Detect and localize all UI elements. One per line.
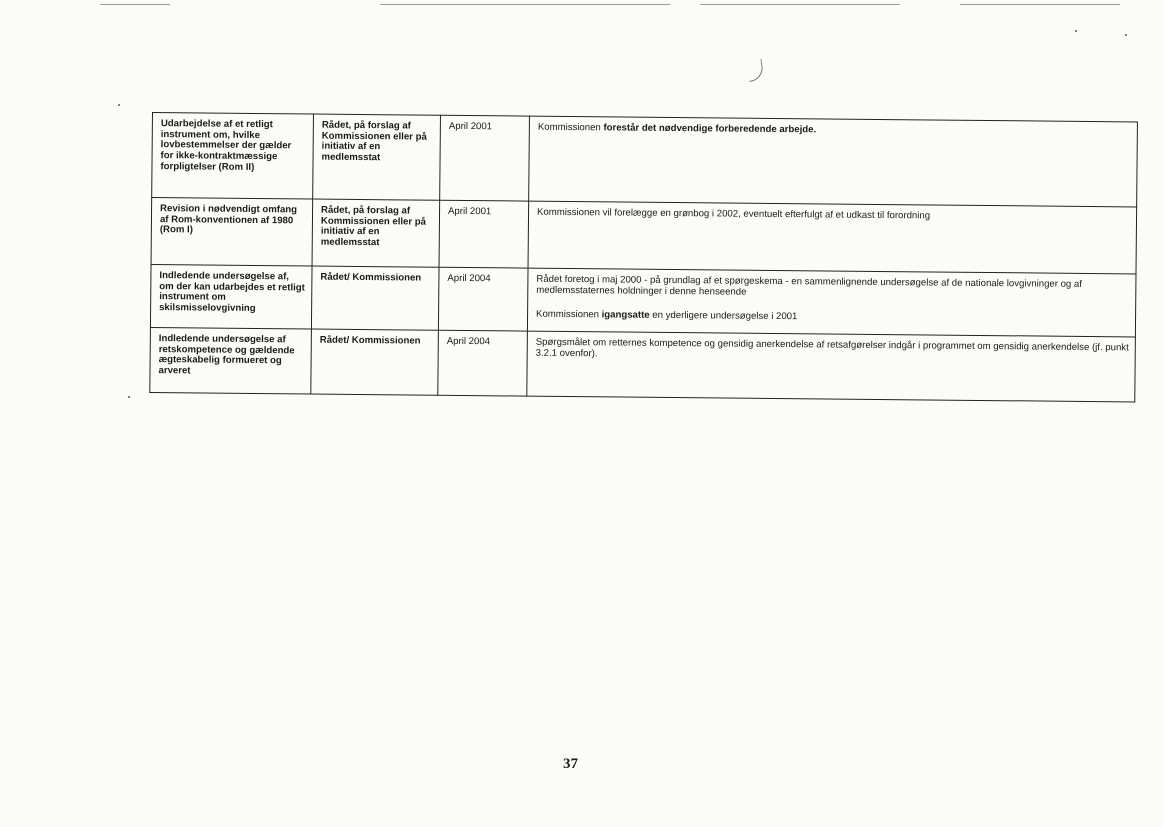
scan-edge-line [960,4,1120,5]
scan-speck [1125,34,1127,36]
note-emphasis: forestår det nødvendige forberedende arbejde. [603,122,817,136]
table-row [150,327,1136,401]
work-programme-table [149,112,1138,402]
date-cell: April 2001 [439,200,529,268]
date-cell: April 2001 [440,115,530,201]
subject-cell: Udarbejdelse af et retligt instrument om, hvilke lovbestemmelser der gælder for ikke-kontraktmæssige forpligtelser (Rom II) [152,113,314,200]
scan-speck [118,104,120,106]
scan-speck [1075,30,1077,32]
date-cell: April 2004 [438,267,528,331]
table-row [151,198,1137,274]
subject-cell: Indledende undersøgelse af retskompetence og gældende ægteskabelig formueret og arveret [150,327,312,394]
scan-edge-line [700,4,900,5]
actor-cell: Rådet, på forslag af Kommissionen eller på initiativ af en medlemsstat [312,199,440,267]
subject-cell: Indledende undersøgelse af, om der kan udarbejdes et retligt instrument om skilsmisselovgivning [150,264,312,329]
table-row [152,113,1138,207]
actor-cell: Rådet, på forslag af Kommissionen eller på initiativ af en medlemsstat [313,114,441,200]
note-text: Rådet foretog i maj 2000 - på grundlag af et spørgeskema - en sammenlignende undersøgelse af de nationale lovgivninger og af medlemsstaternes holdninger i denne henseende [536,273,1083,298]
page-number: 37 [563,756,578,772]
note-text: Kommissionen [537,121,604,134]
subject-cell: Revision i nødvendigt omfang af Rom-konventionen af 1980 (Rom I) [151,198,313,267]
note-text-second [536,310,1129,326]
actor-cell: Rådet/ Kommissionen [311,266,439,330]
note-emphasis: igangsatte [601,309,650,322]
note-cell [527,268,1136,337]
note-cell: Kommissionen vil forelægge en grønbog i 2002, eventuelt efterfulgt af et udkast til forordning [528,201,1137,274]
note-cell: Spørgsmålet om retternes kompetence og gensidig anerkendelse af retsafgørelser indgår i programmet om gensidig anerkendelse (jf. punkt 3.2.1 ovenfor). [527,331,1136,402]
note-cell [529,116,1138,207]
scan-speck [128,396,130,398]
table-row [150,264,1136,336]
note-text: en yderligere undersøgelse i 2001 [649,310,798,323]
scan-edge-line [100,4,170,5]
date-cell: April 2004 [438,330,528,396]
pencil-mark [747,59,765,82]
note-text: Kommissionen [536,309,602,321]
actor-cell: Rådet/ Kommissionen [311,329,439,395]
scan-edge-line [380,4,670,5]
